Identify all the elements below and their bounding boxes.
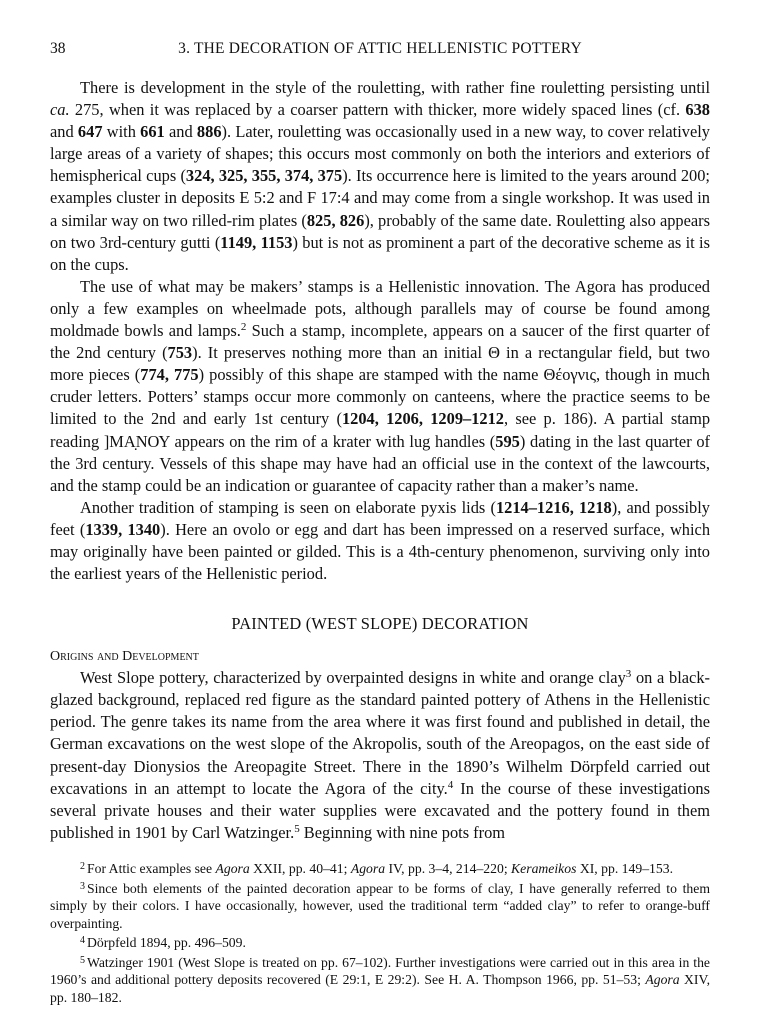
running-head: 3. THE DECORATION OF ATTIC HELLENISTIC POTTERY bbox=[178, 40, 582, 57]
page-number: 38 bbox=[50, 40, 66, 57]
footnote: $^5$ Watzinger 1901 (West Slope is treated on pp. 67–102). Further investigations were carried out in this area in the 1960’s and additional pottery deposits recovered (E 29:1, E 29:2). See H. A. Thompson 1966, pp. 51–53; Agora XIV, pp. 180–182. bbox=[50, 954, 711, 1006]
footnote: $^3$ Since both elements of the painted decoration appear to be forms of clay, I have generally referred to them simply by their colors. I have occasionally, however, used the traditional term “added clay” to refer to orange-buff overpainting. bbox=[50, 880, 710, 931]
page-header bbox=[50, 40, 710, 64]
section-heading: PAINTED (WEST SLOPE) DECORATION bbox=[231, 614, 529, 634]
footnotes bbox=[50, 858, 710, 1007]
footnote: $^4$ Dörpfeld 1894, pp. 496–509. bbox=[80, 935, 246, 951]
footnote: $^2$ For Attic examples see Agora XXII, pp. 40–41; Agora IV, pp. 3–4, 214–220; Kerameikos XI, pp. 149–153. bbox=[80, 860, 674, 876]
paragraph: Another tradition of stamping is seen on elaborate pyxis lids (1214–1216, 1218), and possibly feet (1339, 1340). Here an ovolo or egg and dart has been impressed on a reserved surface, which may originally have been painted or gilded. This is a 4th-century phenomenon, surviving only into the earliest years of the Hellenistic period. bbox=[50, 497, 711, 584]
body-text-2 bbox=[50, 667, 710, 844]
page bbox=[50, 40, 710, 1007]
paragraph: The use of what may be makers’ stamps is a Hellenistic innovation. The Agora has produced only a few examples on wheelmade pots, although parallels may of course be found among moldmade bowls and lamps.$^2$ Such a stamp, incomplete, appears on a saucer of the first quarter of the 2nd century (753). It preserves nothing more than an initial Θ in a rectangular field, but two more pieces (774, 775) possibly of this shape are stamped with the name Θέογνις, though in much cruder letters. Potters’ stamps occur more commonly on canteens, where the practice seems to be limited to the 2nd and early 1st century (1204, 1206, 1209–1212, see p. 186). A partial stamp reading ]ΜΑ̣ΝΟΥ appears on the rim of a krater with lug handles (595) dating in the last quarter of the 3rd century. Vessels of this shape may have had an official use in the context of the lawcourts, and the stamp could be an indication or guarantee of capacity rather than a maker’s name. bbox=[50, 276, 711, 495]
section-subheading: Origins and Development bbox=[50, 649, 199, 665]
paragraph: There is development in the style of the rouletting, with rather fine rouletting persisting until ca. 275, when it was replaced by a coarser pattern with thicker, more widely spaced lines (cf. 638 and 647 with 661 and 886). Later, rouletting was occasionally used in a new way, to cover relatively large areas of a variety of shapes; this occurs most commonly on both the interiors and exteriors of hemispherical cups (324, 325, 355, 374, 375). Its occurrence here is limited to the years around 200; examples cluster in deposits E 5:2 and F 17:4 and may come from a single workshop. It was used in a similar way on two rilled-rim plates (825, 826), probably of the same date. Rouletting also appears on two 3rd-century gutti (1149, 1153) but is not as prominent a part of the decorative scheme as it is on the cups. bbox=[50, 78, 710, 274]
body-text bbox=[50, 77, 710, 585]
paragraph: West Slope pottery, characterized by overpainted designs in white and orange clay$^3$ on a black-glazed background, replaced red figure as the standard painted pottery of Athens in the Hellenistic period. The genre takes its name from the area where it was first found and published in detail, the German excavations on the west slope of the Akropolis, south of the Areopagos, on the east side of present-day Dionysios the Areopagite Street. There in the 1890’s Wilhelm Dörpfeld carried out excavations in an attempt to locate the Agora of the city.$^4$ In the course of these investigations several private houses and their water supplies were excavated and the pottery found in them published in 1901 by Carl Watzinger.$^5$ Beginning with nine pots from bbox=[50, 668, 710, 842]
